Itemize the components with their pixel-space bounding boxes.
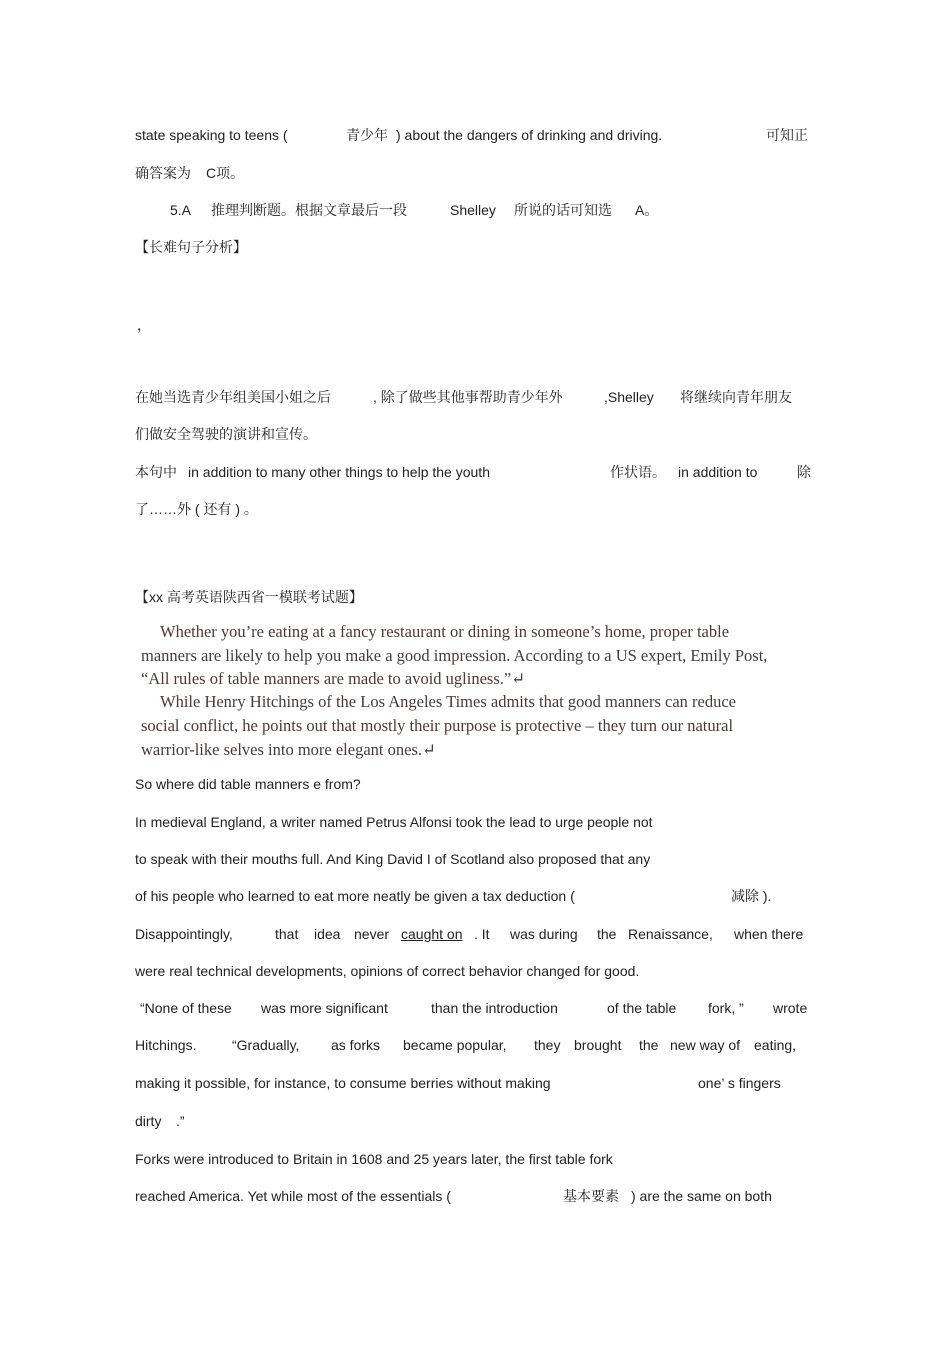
text-line: of his people who learned to eat more neatly be given a tax deduction ( <box>135 888 575 904</box>
text-line <box>373 388 563 406</box>
text-line: 减除 ). <box>731 888 772 904</box>
underlined-phrase: caught on <box>401 926 463 942</box>
text-line: new way of <box>670 1037 741 1053</box>
text-line <box>135 126 288 144</box>
text-line <box>604 388 654 406</box>
text-segment: 本句中 <box>135 464 177 480</box>
text-line: . It <box>474 926 490 942</box>
text-line: to speak with their mouths full. And King David I of Scotland also proposed that any <box>135 851 651 867</box>
text-line: 基本要素 <box>563 1188 619 1204</box>
scan-line: While Henry Hitchings of the Los Angeles Times admits that good manners can reduce <box>160 692 737 711</box>
text-line: that <box>275 926 299 942</box>
text-line <box>680 388 792 406</box>
text-line: .” <box>176 1113 185 1129</box>
text-line <box>188 463 490 481</box>
text-segment: state speaking to teens ( <box>135 127 288 143</box>
text-segment: 们做安全驾驶的演讲和宣传。 <box>135 426 317 442</box>
text-segment: 作状语。 <box>610 464 666 480</box>
text-line: idea <box>314 926 341 942</box>
text-line: reached America. Yet while most of the essentials ( <box>135 1188 451 1204</box>
text-line <box>766 126 808 144</box>
text-line <box>135 463 177 481</box>
text-segment: ,Shelley <box>604 389 654 405</box>
text-line: In medieval England, a writer named Petrus Alfonsi took the lead to urge people not <box>135 814 653 830</box>
text-line <box>170 201 191 219</box>
text-line: ) are the same on both <box>631 1188 772 1204</box>
text-line: than the introduction <box>431 1000 558 1016</box>
text-segment: 确答案为 <box>135 165 191 181</box>
text-line <box>797 463 811 481</box>
text-line: Hitchings. <box>135 1037 197 1053</box>
text-line: they <box>534 1037 561 1053</box>
text-segment: C项。 <box>206 165 245 181</box>
text-line <box>135 164 191 182</box>
text-line: So where did table manners e from? <box>135 776 361 792</box>
text-segment: Shelley <box>450 202 496 218</box>
text-line <box>211 201 407 219</box>
text-line: brought <box>574 1037 622 1053</box>
scan-line: manners are likely to help you make a good impression. According to a US expert, Emily Post, <box>141 646 768 665</box>
text-line: as forks <box>331 1037 381 1053</box>
text-segment: 所说的话可知选 <box>514 202 612 218</box>
text-line <box>135 425 317 443</box>
text-line <box>135 500 258 518</box>
text-line <box>514 201 612 219</box>
text-line: became popular, <box>403 1037 507 1053</box>
text-line: eating, <box>754 1037 797 1053</box>
text-line: dirty <box>135 1113 162 1129</box>
text-line <box>137 316 151 334</box>
text-segment: in addition to <box>678 464 758 480</box>
text-line: was during <box>510 926 578 942</box>
scan-line: social conflict, he points out that mostly their purpose is protective – they turn our natural <box>141 716 734 735</box>
text-segment: 了……外 ( 还有 ) 。 <box>135 501 258 517</box>
text-segment: ) about the dangers of drinking and driving. <box>396 127 663 143</box>
text-segment: ， <box>137 317 151 333</box>
exam-heading-text: 【xx 高考英语陕西省一模联考试题】 <box>135 589 363 605</box>
text-line <box>346 126 388 144</box>
exam-heading <box>135 588 363 606</box>
text-line <box>206 164 244 182</box>
text-line <box>396 126 662 144</box>
text-line <box>635 201 658 219</box>
text-line <box>678 463 757 481</box>
text-segment: 可知正 <box>766 127 808 143</box>
text-line: one’ s fingers <box>698 1075 781 1091</box>
text-segment: 除 <box>797 464 811 480</box>
scan-line: Whether you’re eating at a fancy restaurant or dining in someone’s home, proper table <box>160 622 730 641</box>
text-line: Forks were introduced to Britain in 1608 and 25 years later, the first table fork <box>135 1151 613 1167</box>
text-line: of the table <box>607 1000 677 1016</box>
text-segment: , 除了做些其他事帮助青少年外 <box>373 389 563 405</box>
section-heading <box>135 238 247 256</box>
text-line: Renaissance, <box>628 926 713 942</box>
text-line <box>450 201 496 219</box>
text-line: Disappointingly, <box>135 926 233 942</box>
text-line <box>610 463 666 481</box>
text-line: never <box>354 926 390 942</box>
text-line: “None of these <box>140 1000 232 1016</box>
text-line: “Gradually, <box>232 1037 300 1053</box>
scan-line: warrior-like selves into more elegant ones.↵ <box>141 740 436 759</box>
text-line: making it possible, for instance, to consume berries without making <box>135 1075 551 1091</box>
text-line: the <box>639 1037 659 1053</box>
text-line: fork, ” <box>708 1000 744 1016</box>
text-segment: 推理判断题。根据文章最后一段 <box>211 202 407 218</box>
text-line: when there <box>734 926 804 942</box>
text-segment: A。 <box>635 202 659 218</box>
text-line: wrote <box>773 1000 808 1016</box>
section-heading-text: 【长难句子分析】 <box>135 239 247 255</box>
text-line: were real technical developments, opinions of correct behavior changed for good. <box>135 963 640 979</box>
text-line: the <box>597 926 617 942</box>
text-segment: 在她当选青少年组美国小姐之后 <box>135 389 331 405</box>
text-line: was more significant <box>261 1000 388 1016</box>
text-segment: 将继续向青年朋友 <box>680 389 792 405</box>
text-line <box>135 388 331 406</box>
text-segment: 青少年 <box>346 127 388 143</box>
text-segment: in addition to many other things to help the youth <box>188 464 490 480</box>
text-segment: 5.A <box>170 202 192 218</box>
scan-line: “All rules of table manners are made to avoid ugliness.”↵ <box>141 669 526 688</box>
